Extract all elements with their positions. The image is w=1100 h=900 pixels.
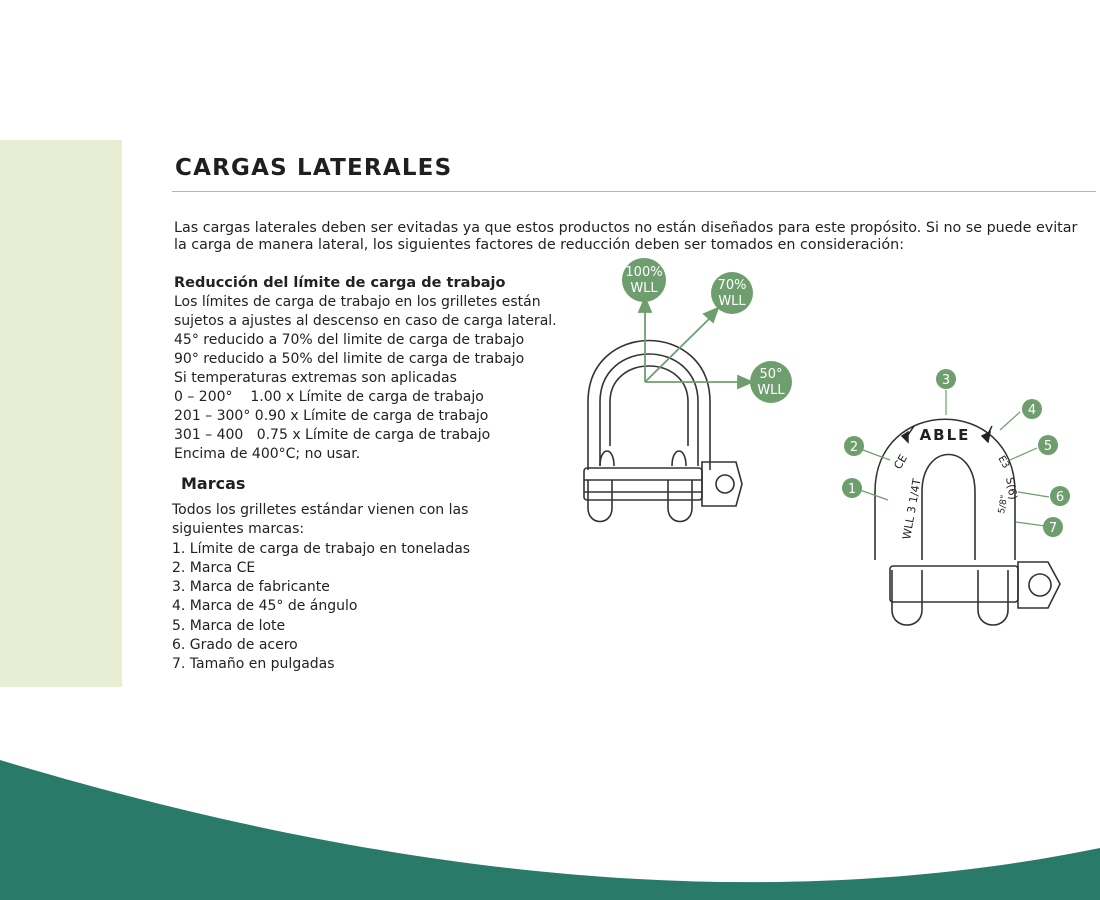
marking-diagram [830, 360, 1095, 635]
badge-70-bottom: WLL [718, 294, 746, 309]
brand-engraving: ABLE [919, 426, 971, 444]
intro-paragraph: Las cargas laterales deben ser evitadas ya que estos productos no están diseñados para este propósito. Si no se puede evitar la carga de manera lateral, los siguientes factores de reducción deben ser tomados en consideración: [174, 220, 1078, 253]
marks-line: 4. Marca de 45° de ángulo [172, 598, 358, 615]
reduction-line: 90° reducido a 50% del limite de carga de trabajo [174, 351, 525, 367]
marks-line: 3. Marca de fabricante [172, 579, 330, 596]
reduction-line: Encima de 400°C; no usar. [174, 446, 361, 462]
wll-badge-50 [750, 361, 792, 403]
side-band [0, 140, 122, 687]
marks-line: 2. Marca CE [172, 559, 256, 576]
reduction-line: Si temperaturas extremas son aplicadas [174, 370, 457, 386]
ce-engraving: CE [891, 452, 910, 472]
wll-badge-70 [711, 272, 753, 314]
marks-line: siguientes marcas: [172, 521, 305, 538]
badge-100-top: 100% [625, 265, 663, 280]
marks-line: 6. Grado de acero [172, 637, 298, 654]
callout-6 [1050, 486, 1070, 506]
size-engraving: 5/8" [997, 494, 1011, 515]
badge-100-bottom: WLL [630, 281, 658, 296]
badge-50-bottom: WLL [757, 383, 785, 398]
reduction-section [174, 274, 557, 464]
wll-badge-100 [622, 258, 666, 302]
callout-3-label: 3 [941, 373, 951, 388]
reduction-line: 301 – 400 0.75 x Límite de carga de trabajo [174, 427, 491, 443]
callout-1-label: 1 [847, 482, 857, 497]
callout-markers [842, 369, 1070, 537]
reduction-heading: Reducción del límite de carga de trabajo [174, 275, 506, 291]
marks-line: 1. Límite de carga de trabajo en toneladas [172, 540, 471, 557]
callout-5 [1038, 435, 1058, 455]
grade-engraving: S(6) [1003, 476, 1020, 501]
callout-3 [936, 369, 956, 389]
title-divider [172, 191, 1096, 192]
reduction-line: sujetos a ajustes al descenso en caso de carga lateral. [174, 313, 557, 329]
callout-leaders [860, 390, 1049, 526]
callout-1 [842, 478, 862, 498]
reduction-line: 45° reducido a 70% del limite de carga de trabajo [174, 332, 525, 348]
side-load-diagram [560, 250, 820, 540]
engravings [891, 426, 1019, 541]
marks-line: Todos los grilletes estándar vienen con las [172, 502, 469, 518]
marks-line: 5. Marca de lote [172, 617, 286, 634]
reduction-line: Los límites de carga de trabajo en los grilletes están [174, 294, 541, 310]
marks-line: 7. Tamaño en pulgadas [172, 656, 335, 673]
callout-2 [844, 436, 864, 456]
callout-5-label: 5 [1043, 439, 1053, 454]
lot-engraving: E3 [995, 454, 1012, 471]
callout-6-label: 6 [1055, 490, 1065, 505]
marks-list [172, 501, 502, 675]
marks-heading: Marcas [181, 474, 246, 493]
reduction-line: 0 – 200° 1.00 x Límite de carga de trabajo [174, 389, 484, 405]
badge-70-top: 70% [717, 278, 747, 293]
bottom-wave [0, 740, 1100, 900]
callout-7 [1043, 517, 1063, 537]
wll-engraving: WLL 3 1/4T [900, 477, 924, 541]
shackle-drawing [584, 341, 742, 522]
callout-7-label: 7 [1048, 521, 1058, 536]
reduction-line: 201 – 300° 0.90 x Límite de carga de trabajo [174, 408, 489, 424]
callout-4-label: 4 [1027, 403, 1037, 418]
page-title: CARGAS LATERALES [175, 155, 453, 181]
callout-2-label: 2 [849, 440, 859, 455]
badge-50-top: 50° [759, 367, 783, 382]
callout-4 [1022, 399, 1042, 419]
